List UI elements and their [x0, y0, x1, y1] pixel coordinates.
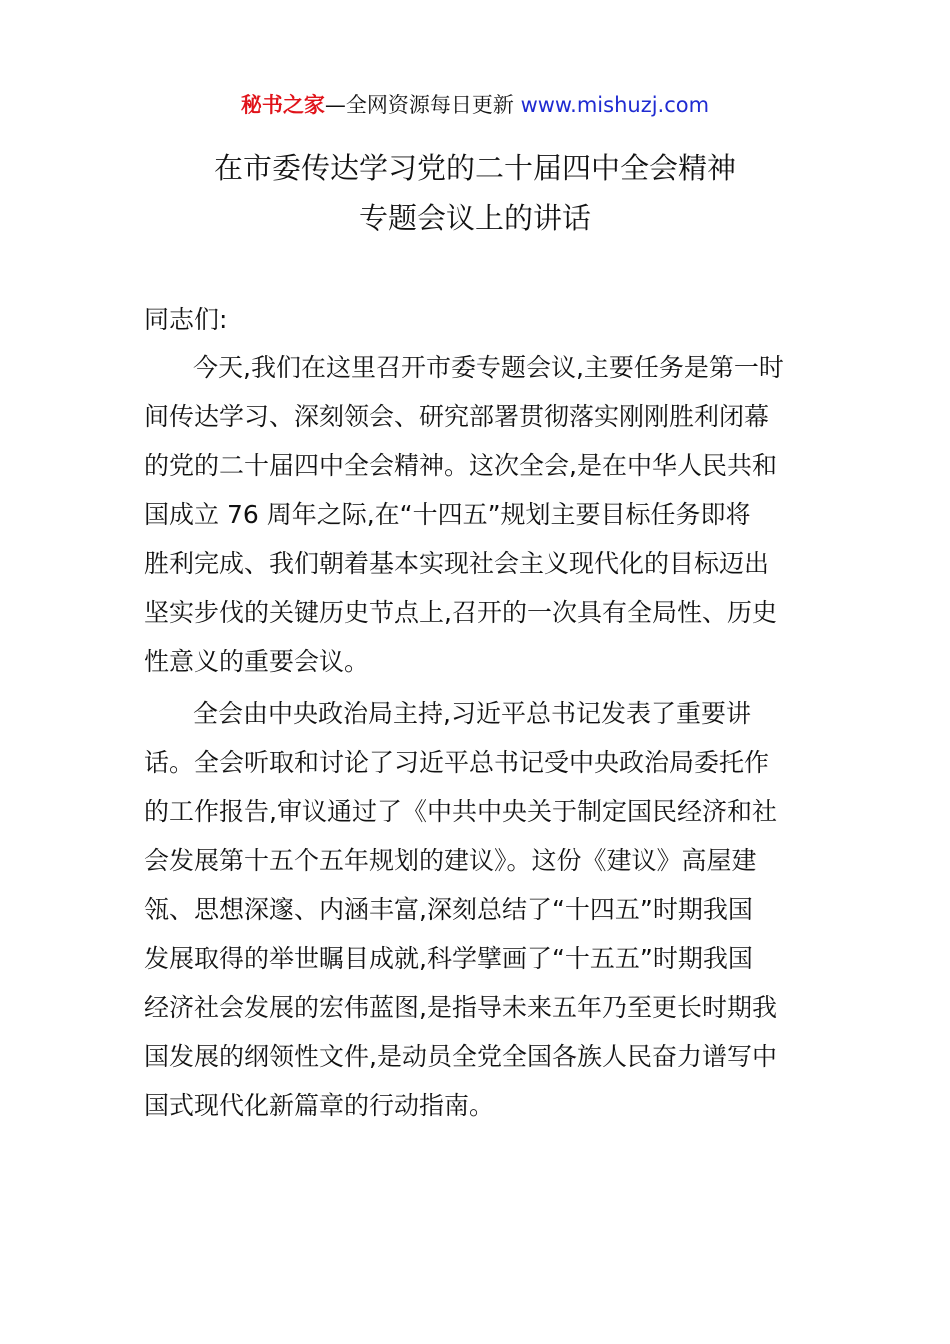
paragraph-2-line: 的工作报告,审议通过了《中共中央关于制定国民经济和社 — [144, 797, 777, 826]
paragraph-2-line: 国式现代化新篇章的行动指南。 — [144, 1091, 495, 1120]
paragraph-1-line: 今天,我们在这里召开市委专题会议,主要任务是第一时 — [193, 353, 784, 382]
paragraph-2-line: 国发展的纲领性文件,是动员全党全国各族人民奋力谱写中 — [144, 1042, 777, 1071]
paragraph-2-line: 经济社会发展的宏伟蓝图,是指导未来五年乃至更长时期我 — [144, 993, 777, 1022]
paragraph-1-line: 胜利完成、我们朝着基本实现社会主义现代化的目标迈出 — [144, 549, 770, 578]
salutation: 同志们: — [144, 305, 228, 334]
brand-name: 秘书之家 — [240, 93, 325, 117]
site-url-link[interactable]: www.mishuzj.com — [520, 93, 710, 117]
document-title-line-2: 专题会议上的讲话 — [358, 201, 591, 235]
paragraph-1-line: 间传达学习、深刻领会、研究部署贯彻落实刚刚胜利闭幕 — [144, 402, 770, 431]
paragraph-1-line: 性意义的重要会议。 — [144, 647, 370, 676]
paragraph-2-line: 话。全会听取和讨论了习近平总书记受中央政治局委托作 — [144, 748, 770, 777]
header-tagline: —全网资源每日更新 — [324, 93, 521, 117]
paragraph-2-line: 发展取得的举世瞩目成就,科学擘画了“十五五”时期我国 — [144, 944, 753, 973]
paragraph-1-line: 坚实步伐的关键历史节点上,召开的一次具有全局性、历史 — [144, 598, 777, 627]
document-title-line-1: 在市委传达学习党的二十届四中全会精神 — [213, 151, 736, 185]
paragraph-2-line: 瓴、思想深邃、内涵丰富,深刻总结了“十四五”时期我国 — [144, 895, 753, 924]
paragraph-1-line: 的党的二十届四中全会精神。这次全会,是在中华人民共和 — [144, 451, 777, 480]
site-header — [0, 88, 950, 122]
paragraph-2-line: 会发展第十五个五年规划的建议》。这份《建议》高屋建 — [144, 846, 757, 875]
paragraph-2-line: 全会由中央政治局主持,习近平总书记发表了重要讲 — [193, 699, 751, 728]
paragraph-1-line: 国成立 76 周年之际,在“十四五”规划主要目标任务即将 — [144, 500, 751, 529]
